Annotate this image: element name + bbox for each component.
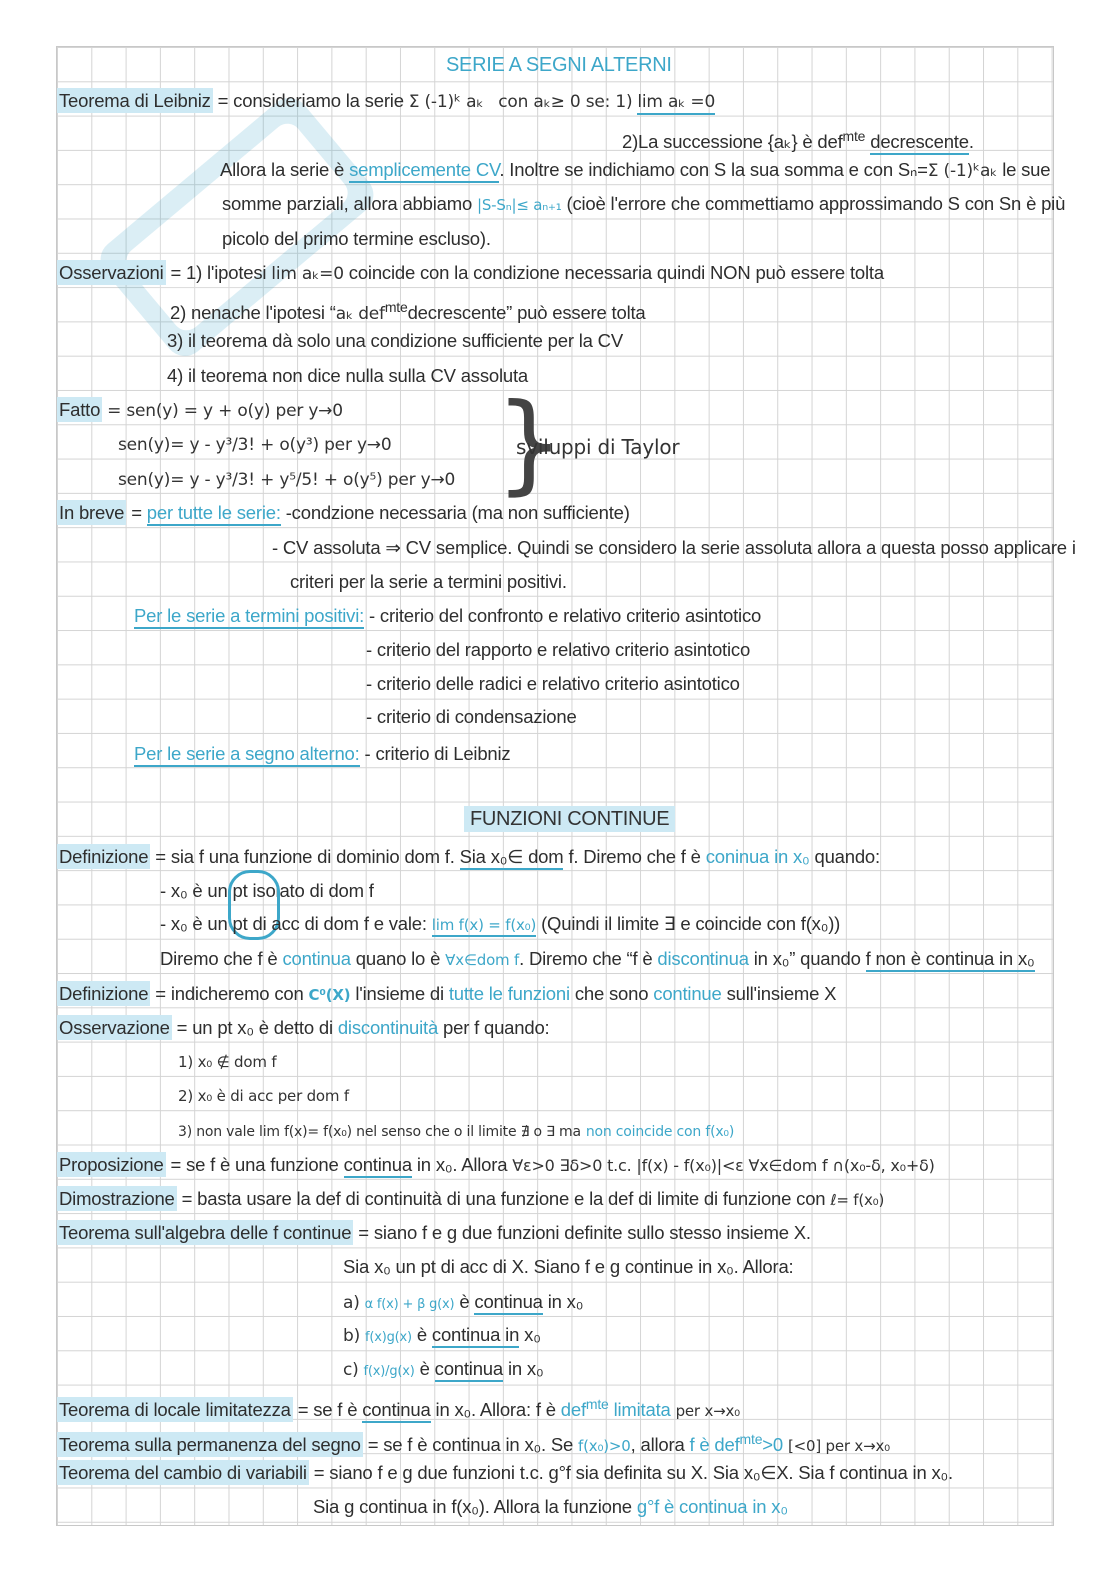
breve-b1: -condzione necessaria (ma non sufficiente) — [285, 502, 630, 523]
cambio-blue: g°f è continua in x₀ — [636, 1496, 788, 1517]
prop-ul: continua — [344, 1154, 412, 1178]
algebra-a-end: in x₀ — [547, 1291, 584, 1312]
breve-label: In breve — [59, 502, 125, 523]
breve-positivi-line — [134, 604, 761, 628]
dim-line — [57, 1187, 884, 1212]
leibniz-l1-blue: semplicemente CV — [349, 159, 499, 183]
oss2-t2: per f quando: — [443, 1017, 550, 1038]
algebra-b-end: x₀ — [524, 1324, 541, 1345]
locale-t1: = se f è — [297, 1399, 358, 1421]
prop-label: Proposizione — [59, 1154, 164, 1175]
leibniz-line-1 — [57, 89, 715, 114]
segno-blue2: >0 — [762, 1434, 783, 1456]
locale-blue2: limitata — [613, 1399, 671, 1421]
oss-line-1 — [57, 261, 884, 286]
oss-o1b: coincide con la condizione necessaria quindi NON può essere tolta — [348, 262, 884, 283]
algebra-b — [343, 1323, 541, 1350]
brace-symbol: } — [495, 381, 564, 506]
def1-i2-line — [160, 912, 840, 937]
algebra-c-t: è — [419, 1358, 430, 1379]
def2-t4: sull'insieme X — [726, 983, 837, 1004]
locale-sup: mte — [585, 1396, 609, 1412]
fatto-f3: sen(y)= y - y³/3! + y⁵/5! + o(y⁵) per y→0 — [118, 470, 456, 490]
breve-p3: - criterio delle radici e relativo criterio asintotico — [366, 673, 740, 694]
leibniz-cond2-sup: mte — [842, 128, 866, 144]
segno-blue: f è def — [689, 1434, 740, 1456]
oss-o1-lim: lim aₖ=0 — [271, 264, 344, 284]
def1-d1-blue: continua — [282, 948, 351, 969]
leibniz-line-3 — [220, 158, 1050, 183]
oss-o4: 4) il teorema non dice nulla sulla CV assoluta — [167, 365, 528, 386]
def1-d1b: quano lo è — [355, 948, 441, 969]
algebra-a-lbl: a) — [343, 1293, 360, 1313]
oss2-t1: = un pt x₀ è detto di — [176, 1017, 333, 1038]
dim-label: Dimostrazione — [59, 1188, 175, 1209]
leibniz-l1-tail: le sue — [1002, 159, 1051, 180]
def1-t1-blue: coninua in x₀ — [705, 846, 810, 867]
leibniz-l1: Allora la serie è — [220, 159, 345, 180]
algebra-c-f: f(x)/g(x) — [363, 1364, 415, 1379]
oss-o2-mid: aₖ def — [335, 304, 385, 325]
def1-i1: - x₀ è un pt isolato di dom f — [160, 880, 374, 901]
segno-line — [57, 1427, 890, 1458]
prop-line — [57, 1153, 935, 1178]
locale-t2: in x₀. Allora: f è — [435, 1399, 556, 1421]
prop-t1: = se f è una funzione — [170, 1154, 339, 1175]
section-title-funzioni — [464, 808, 675, 831]
leibniz-l1-end: . Inoltre se indichiamo con S la sua somma e con Sₙ= — [499, 159, 928, 180]
algebra-line-1 — [57, 1221, 811, 1245]
def1-d1-line — [160, 947, 1035, 972]
breve-tutte: per tutte le serie: — [147, 502, 281, 526]
def2-blue1: tutte le funzioni — [448, 983, 570, 1004]
segno-t3: [<0] per x→x₀ — [787, 1437, 890, 1456]
segno-formula: f(x₀)>0 — [578, 1437, 631, 1456]
leibniz-l3: picolo del primo termine escluso). — [222, 228, 491, 249]
algebra-label: Teorema sull'algebra delle f continue — [59, 1222, 352, 1243]
def2-t3: che sono — [574, 983, 649, 1004]
breve-p1: - criterio del confronto e relativo criterio asintotico — [369, 605, 762, 626]
breve-eq: = — [131, 502, 142, 523]
fatto-f1: = sen(y) = y + o(y) per y→0 — [107, 401, 343, 421]
def1-d1-blue2: discontinua — [657, 948, 749, 969]
cambio-t1: = siano f e g due funzioni t.c. g°f sia definita su X. Sia x₀∈X. Sia f continua in x₀. — [313, 1462, 953, 1483]
def1-label: Definizione — [59, 846, 149, 867]
oss-o2b: decrescente” può essere tolta — [407, 302, 646, 324]
prop-formula: ∀ε>0 ∃δ>0 t.c. |f(x) - f(x₀)|<ε ∀x∈dom f ∩(x₀-δ, x₀+δ) — [512, 1156, 935, 1175]
algebra-c-lbl: c) — [343, 1360, 359, 1380]
section-title-serie: SERIE A SEGNI ALTERNI — [446, 54, 672, 76]
algebra-b-ul: continua in — [432, 1324, 519, 1348]
algebra-a-t: è — [459, 1291, 470, 1312]
leibniz-cond2: 2)La successione {aₖ} è def — [622, 131, 843, 153]
def1-i2b: (Quindi il limite ∃ e coincide con f(x₀)) — [541, 913, 841, 934]
def1-d1c: . Diremo che “f è — [519, 948, 653, 969]
breve-line-1 — [57, 501, 630, 525]
leibniz-cond2-end: decrescente — [870, 131, 969, 155]
oss-label: Osservazioni — [59, 262, 164, 283]
segno-t2: , allora — [630, 1434, 685, 1456]
def1-line-1 — [57, 845, 880, 869]
def2-line — [57, 982, 836, 1007]
oss-o2-sup: mte — [384, 299, 408, 315]
oss-o3: 3) il teorema dà solo una condizione sufficiente per la CV — [167, 330, 623, 351]
def2-label: Definizione — [59, 983, 149, 1004]
def1-t1b: f. Diremo che f è — [568, 846, 701, 867]
algebra-a-f: α f(x) + β g(x) — [364, 1297, 455, 1312]
leibniz-cond: con aₖ≥ 0 se: 1) — [498, 92, 633, 112]
cambio-line-1 — [57, 1461, 953, 1485]
def1-t1c: quando: — [814, 846, 880, 867]
oss2-i3: 3) non vale lim f(x)= f(x₀) nel senso che o il limite ∄ o ∃ ma — [178, 1124, 581, 1140]
breve-a1: - criterio di Leibniz — [364, 743, 511, 764]
fatto-label: Fatto — [59, 399, 101, 420]
leibniz-line-4 — [222, 192, 1065, 217]
dim-t1: = basta usare la def di continuità di una funzione e la def di limite di funzione con — [181, 1188, 826, 1209]
leibniz-l2-formula: |S-Sₙ|≤ aₙ₊₁ — [476, 196, 562, 214]
leibniz-label: Teorema di Leibniz — [59, 90, 211, 111]
breve-p2: - criterio del rapporto e relativo criterio asintotico — [366, 639, 751, 660]
leibniz-line-2: 2)La successione {aₖ} è def$^{mte}$ decrescente. — [622, 124, 974, 154]
oss2-blue: discontinuità — [337, 1017, 439, 1038]
leibniz-l2-end: (cioè l'errore che commettiamo approssimando S con Sn è più — [566, 193, 1066, 214]
locale-label: Teorema di locale limitatezza — [59, 1399, 291, 1421]
def2-t1: = indicheremo con — [155, 983, 304, 1004]
def1-d1d: in x₀” quando — [753, 948, 861, 969]
breve-alterno-line — [134, 742, 510, 766]
algebra-b-lbl: b) — [343, 1326, 361, 1346]
fatto-f2: sen(y)= y - y³/3! + o(y³) per y→0 — [118, 435, 392, 455]
taylor-label: sviluppi di Taylor — [516, 435, 680, 459]
prop-t2: in x₀. Allora — [416, 1154, 508, 1175]
oss-line-2 — [170, 295, 646, 326]
def1-d1-forall: ∀x∈dom f — [445, 951, 520, 969]
oss2-line — [57, 1016, 549, 1040]
breve-positivi: Per le serie a termini positivi: — [134, 605, 364, 629]
oss2-i1: 1) x₀ ∉ dom f — [178, 1053, 277, 1071]
def1-i2-formula: lim f(x) = f(x₀) — [432, 916, 536, 937]
leibniz-lim: lim aₖ =0 — [637, 92, 715, 115]
segno-label: Teorema sulla permanenza del segno — [59, 1434, 361, 1456]
def1-d1-ul: f non è continua in x₀ — [866, 948, 1035, 972]
segno-t1: = se f è continua in x₀. Se — [367, 1434, 574, 1456]
cambio-label: Teorema del cambio di variabili — [59, 1462, 307, 1483]
cambio-t2: Sia g continua in f(x₀). Allora la funzione — [313, 1496, 632, 1517]
locale-t3: per x→x₀ — [675, 1402, 740, 1421]
algebra-b-f: f(x)g(x) — [364, 1330, 412, 1345]
breve-alterno: Per le serie a segno alterno: — [134, 743, 360, 767]
oss-o2a: 2) nenache l'ipotesi “ — [170, 302, 336, 324]
oss2-label: Osservazione — [59, 1017, 170, 1038]
algebra-c-end: in x₀ — [507, 1358, 544, 1379]
locale-line — [57, 1392, 740, 1423]
def1-t1: = sia f una funzione di dominio dom f. — [155, 846, 455, 867]
dim-formula: ℓ= f(x₀) — [830, 1191, 885, 1209]
oss2-i3-line — [178, 1118, 734, 1144]
locale-ul: continua — [362, 1399, 430, 1423]
locale-blue: def — [560, 1399, 586, 1421]
breve-p4: - criterio di condensazione — [366, 706, 577, 727]
algebra-t2: Sia x₀ un pt di acc di X. Siano f e g continue in x₀. Allora: — [343, 1256, 794, 1277]
def1-i2a: - x₀ è un pt di acc di dom f e vale: — [160, 913, 427, 934]
algebra-a — [343, 1290, 583, 1317]
breve-b2: - CV assoluta ⇒ CV semplice. Quindi se considero la serie assoluta allora a questa posso applicare i — [272, 537, 1076, 558]
leibniz-l2: somme parziali, allora abbiamo — [222, 193, 473, 214]
def1-d1: Diremo che f è — [160, 948, 278, 969]
oss2-i3-blue: non coincide con f(x₀) — [585, 1124, 735, 1140]
oss2-i2: 2) x₀ è di acc per dom f — [178, 1087, 349, 1105]
funzioni-title-text: FUNZIONI CONTINUE — [464, 806, 675, 832]
breve-b3: criteri per la serie a termini positivi. — [290, 571, 567, 592]
algebra-b-t: è — [416, 1324, 427, 1345]
leibniz-intro: = consideriamo la serie — [217, 90, 404, 111]
segno-sup: mte — [739, 1431, 763, 1447]
leibniz-l1-sum: Σ (-1)ᵏaₖ — [927, 161, 998, 181]
fatto-line-1 — [57, 398, 343, 423]
algebra-c-ul: continua — [435, 1358, 503, 1382]
algebra-a-ul: continua — [474, 1291, 542, 1315]
algebra-c — [343, 1357, 543, 1384]
def2-t2: l'insieme di — [355, 983, 444, 1004]
def2-c0: C⁰(X) — [308, 986, 351, 1004]
oss-o1a: = 1) l'ipotesi — [170, 262, 267, 283]
def1-t1-ul: Sia x₀∈ dom — [460, 846, 564, 870]
def2-blue2: continue — [653, 983, 722, 1004]
leibniz-sum: Σ (-1)ᵏ aₖ — [408, 92, 484, 112]
algebra-t1: = siano f e g due funzioni definite sullo stesso insieme X. — [358, 1222, 811, 1243]
cambio-line-2 — [313, 1495, 788, 1519]
